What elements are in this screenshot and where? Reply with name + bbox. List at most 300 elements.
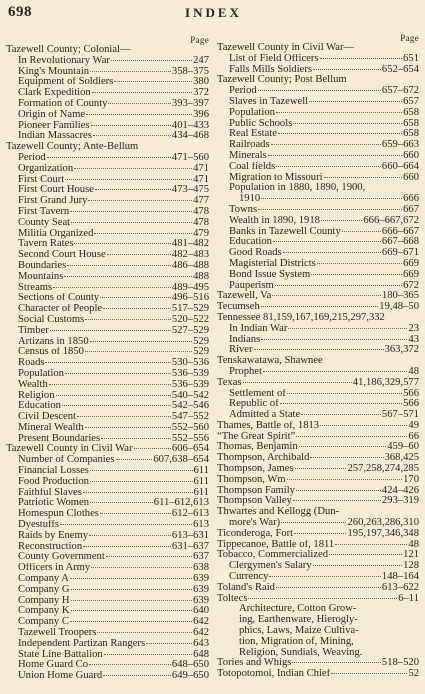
- entry-pages: 481–482: [171, 239, 209, 250]
- page-header: [8, 4, 419, 24]
- dot-leader: [114, 81, 192, 82]
- index-entry: [217, 389, 419, 400]
- entry-pages: 612–613: [171, 509, 209, 520]
- entry-pages: 396: [193, 109, 209, 120]
- entry-pages: 669: [403, 258, 419, 269]
- dot-leader: [101, 438, 171, 439]
- dot-leader: [269, 576, 381, 577]
- dot-leader: [92, 92, 192, 93]
- entry-pages: 478: [193, 217, 209, 228]
- entry-pages: 372: [193, 88, 209, 99]
- entry-pages: 479: [193, 228, 209, 239]
- entry-term: County Seat: [18, 217, 71, 228]
- index-entry: [217, 464, 419, 475]
- entry-term: Tazewell, Va: [217, 291, 272, 302]
- dot-leader: [292, 662, 381, 663]
- entry-pages: 652–654: [381, 64, 419, 75]
- entry-pages: 368,425: [384, 453, 419, 464]
- dot-leader: [248, 598, 397, 599]
- index-entry: [6, 272, 209, 283]
- entry-term: Militia Organized: [18, 228, 94, 239]
- dot-leader: [90, 71, 171, 72]
- index-entry: [6, 88, 209, 99]
- index-entry: [217, 194, 419, 205]
- index-entry: [217, 291, 419, 302]
- entry-pages: 669–671: [381, 248, 419, 259]
- entry-pages: 128: [403, 561, 419, 572]
- dot-leader: [243, 382, 352, 383]
- entry-pages: 358–375: [171, 66, 209, 77]
- index-entry: [217, 518, 419, 529]
- dot-leader: [83, 546, 171, 547]
- entry-term: Thompson Valley: [217, 496, 292, 507]
- entry-term: Thomas, Benjamin: [217, 442, 298, 453]
- entry-term: Population: [18, 368, 64, 379]
- dot-leader: [272, 295, 381, 296]
- dot-leader: [47, 157, 171, 158]
- entry-pages: 471: [193, 163, 209, 174]
- entry-pages: 567–571: [381, 410, 419, 421]
- dot-leader: [320, 58, 403, 59]
- index-entry: [217, 237, 419, 248]
- entry-term: Education: [229, 237, 272, 248]
- entry-term: Dyestuffs: [18, 520, 59, 531]
- dot-leader: [278, 133, 402, 134]
- dot-leader: [45, 362, 170, 363]
- index-entry: [217, 367, 419, 378]
- dot-leader: [60, 524, 192, 525]
- entry-pages: 611: [193, 466, 209, 477]
- index-entry: [6, 509, 209, 520]
- dot-leader: [85, 319, 171, 320]
- index-entry: [217, 453, 419, 464]
- entry-term: Reconstruction: [18, 541, 83, 552]
- entry-term: Coal fields: [229, 161, 276, 172]
- index-entry: [6, 639, 209, 650]
- dot-leader: [287, 479, 402, 480]
- entry-term: Republic of: [229, 399, 279, 410]
- entry-term: Education: [18, 401, 61, 412]
- entry-pages: 41,186,329,577: [352, 377, 419, 388]
- entry-term: Public Schools: [229, 118, 293, 129]
- dot-leader: [85, 351, 192, 352]
- index-entry: [217, 432, 419, 443]
- entry-term: Thames, Battle of, 1813: [217, 420, 320, 431]
- entry-term: 1910: [239, 194, 261, 205]
- dot-leader: [317, 263, 402, 264]
- entry-term: Wealth in 1890, 1918: [229, 215, 320, 226]
- index-entry: [217, 378, 419, 389]
- entry-pages: 380: [193, 77, 209, 88]
- entry-pages: 540–542: [171, 390, 209, 401]
- index-entry: [217, 550, 419, 561]
- dot-leader: [71, 589, 193, 590]
- dot-leader: [103, 308, 171, 309]
- entry-pages: 170: [403, 474, 419, 485]
- entry-term: Totopotomoi, Indian Chief: [217, 669, 331, 680]
- dot-leader: [93, 135, 171, 136]
- entry-term: Formation of County: [18, 98, 108, 109]
- dot-leader: [309, 101, 402, 102]
- entry-pages: 473–475: [171, 185, 209, 196]
- index-entry: [217, 658, 419, 669]
- index-entry: [6, 531, 209, 542]
- index-entry: Population in 1880, 1890, 1900,: [229, 182, 366, 194]
- entry-term: Number of Companies: [18, 455, 115, 466]
- index-entry: [6, 99, 209, 110]
- dot-leader: [293, 500, 381, 501]
- index-entry: [6, 380, 209, 391]
- entry-term: Wealth: [18, 379, 48, 390]
- entry-term: Second Court House: [18, 250, 106, 261]
- index-entry: [217, 442, 419, 453]
- entry-term: Social Customs: [18, 314, 85, 325]
- entry-term: Home Guard Co: [18, 660, 89, 671]
- entry-term: Bond Issue System: [229, 269, 311, 280]
- entry-term: Company H: [18, 595, 70, 606]
- index-entry: [217, 486, 419, 497]
- dot-leader: [301, 414, 381, 415]
- entry-term: Period: [18, 152, 46, 163]
- entry-pages: 613–622: [381, 582, 419, 593]
- dot-leader: [324, 177, 403, 178]
- entry-pages: 666–667,672: [363, 215, 419, 226]
- entry-term: Boundaries: [18, 260, 67, 271]
- entry-pages: 260,263,286,310: [347, 518, 419, 529]
- entry-term: Officers in Army: [18, 563, 91, 574]
- entry-pages: 672: [403, 280, 419, 291]
- entry-pages: 180–365: [381, 291, 419, 302]
- dot-leader: [70, 578, 192, 579]
- entry-pages: 667: [403, 204, 419, 215]
- entry-term: Sections of County: [18, 293, 100, 304]
- index-entry: [6, 444, 209, 455]
- entry-pages: 48: [408, 539, 419, 550]
- entry-term: River: [229, 345, 253, 356]
- index-column-right: [217, 35, 419, 680]
- index-entry: [217, 108, 419, 119]
- entry-pages: 486–488: [171, 260, 209, 271]
- entry-pages: 363,372: [384, 345, 419, 356]
- dot-leader: [146, 643, 192, 644]
- index-entry: [217, 561, 419, 572]
- entry-term: Religion: [18, 390, 55, 401]
- dot-leader: [335, 544, 407, 545]
- entry-pages: 195,197,346,348: [347, 528, 419, 539]
- entry-term: Company A: [18, 574, 69, 585]
- index-entry: [217, 335, 419, 346]
- entry-term: Company G: [18, 584, 70, 595]
- index-entry: [6, 185, 209, 196]
- index-entry: [6, 110, 209, 121]
- entry-term: In Revolutionary War: [18, 55, 110, 66]
- dot-leader: [90, 470, 193, 471]
- dot-leader: [331, 673, 407, 674]
- dot-leader: [62, 405, 171, 406]
- entry-term: Union Home Guard: [18, 671, 103, 682]
- entry-pages: 488: [193, 271, 209, 282]
- index-entry: [6, 671, 209, 682]
- entry-term: Thompson, Archibald: [217, 453, 310, 464]
- entry-term: Population: [229, 107, 275, 118]
- index-entry: Tazewell County; Colonial—: [6, 44, 131, 55]
- index-entry: tion, Migration of, Mining,: [239, 635, 354, 647]
- entry-term: Tories and Whigs: [217, 658, 292, 669]
- index-entry: [6, 520, 209, 531]
- entry-pages: 518–520: [381, 658, 419, 669]
- entry-pages: 566: [403, 399, 419, 410]
- page-title: INDEX: [185, 5, 242, 20]
- dot-leader: [280, 403, 402, 404]
- entry-term: List of Field Officers: [229, 53, 319, 64]
- entry-pages: 247: [193, 55, 209, 66]
- dot-leader: [342, 231, 381, 232]
- index-entry: Tenskawatawa, Shawnee: [217, 355, 323, 367]
- index-entry: [6, 401, 209, 412]
- entry-term: Raids by Enemy: [18, 530, 89, 541]
- entry-pages: 666: [403, 194, 419, 205]
- entry-term: Texas: [217, 377, 242, 388]
- dot-leader: [329, 554, 402, 555]
- entry-term: Origin of Name: [18, 109, 86, 120]
- index-entry: [6, 423, 209, 434]
- index-entry: [6, 596, 209, 607]
- entry-term: Pauperism: [229, 280, 274, 291]
- entry-pages: 530–536: [171, 358, 209, 369]
- index-entry: [6, 660, 209, 671]
- index-entry: [217, 151, 419, 162]
- dot-leader: [313, 565, 402, 566]
- entry-pages: 496–516: [171, 293, 209, 304]
- index-entry: [6, 218, 209, 229]
- column-heading: Page: [190, 35, 209, 45]
- index-entry: [6, 617, 209, 628]
- index-entry: [217, 421, 419, 432]
- entry-term: Civil Descent: [18, 412, 76, 423]
- index-entry: Tazewell County; Ante-Bellum: [6, 141, 139, 153]
- dot-leader: [261, 198, 402, 199]
- entry-pages: 471: [193, 174, 209, 185]
- entry-pages: 639: [193, 584, 209, 595]
- index-entry: [6, 563, 209, 574]
- entry-term: Artizans in 1850: [18, 336, 89, 347]
- dot-leader: [268, 155, 402, 156]
- dot-leader: [261, 339, 407, 340]
- index-entry: phics, Laws, Maize Cultiva-: [239, 625, 359, 637]
- entry-term: Ticonderoga, Fort: [217, 528, 294, 539]
- entry-pages: 642: [193, 617, 209, 628]
- entry-pages: 631–637: [171, 541, 209, 552]
- entry-term: State Line Battalion: [18, 649, 103, 660]
- entry-term: Real Estate: [229, 129, 277, 140]
- dot-leader: [74, 168, 192, 169]
- index-entry: [217, 281, 419, 292]
- entry-pages: 611: [193, 487, 209, 498]
- dot-leader: [310, 457, 383, 458]
- entry-pages: 642: [193, 628, 209, 639]
- entry-pages: 648: [193, 649, 209, 660]
- dot-leader: [258, 209, 402, 210]
- index-entry: [6, 77, 209, 88]
- dot-leader: [71, 610, 193, 611]
- entry-pages: 43: [408, 334, 419, 345]
- index-entry: [6, 466, 209, 477]
- entry-term: Organization: [18, 163, 74, 174]
- dot-leader: [67, 265, 171, 266]
- dot-leader: [89, 664, 171, 665]
- entry-pages: 657: [403, 96, 419, 107]
- entry-term: Clergymen's Salary: [229, 561, 312, 572]
- entry-pages: 148–164: [381, 572, 419, 583]
- dot-leader: [90, 502, 153, 503]
- index-entry: [6, 434, 209, 445]
- dot-leader: [71, 222, 192, 223]
- index-entry: [6, 574, 209, 585]
- entry-pages: 482–483: [171, 250, 209, 261]
- entry-term: Clark Expedition: [18, 88, 91, 99]
- dot-leader: [254, 349, 384, 350]
- dot-leader: [83, 492, 193, 493]
- dot-leader: [49, 384, 171, 385]
- index-entry: [6, 552, 209, 563]
- dot-leader: [276, 166, 381, 167]
- dot-leader: [53, 287, 171, 288]
- dot-leader: [276, 587, 381, 588]
- entry-term: Indians: [229, 334, 261, 345]
- entry-pages: 478: [193, 206, 209, 217]
- dot-leader: [281, 522, 346, 523]
- entry-term: Thompson, Wm: [217, 474, 286, 485]
- entry-pages: 566: [403, 388, 419, 399]
- entry-pages: 424–426: [381, 485, 419, 496]
- dot-leader: [100, 297, 171, 298]
- entry-pages: 606–654: [171, 444, 209, 455]
- index-entry: [6, 304, 209, 315]
- index-entry: Tennessee 81,159,167,169,215,297,332: [217, 311, 385, 323]
- entry-pages: 611–612,613: [153, 498, 209, 509]
- entry-term: Good Roads: [229, 248, 282, 259]
- dot-leader: [97, 632, 192, 633]
- entry-term: Banks in Tazewell County: [229, 226, 341, 237]
- index-entry: [217, 669, 419, 680]
- dot-leader: [108, 103, 170, 104]
- entry-term: First Court House: [18, 185, 94, 196]
- index-column-left: [6, 35, 209, 682]
- entry-term: Census of 1850: [18, 347, 84, 358]
- index-entry: [6, 326, 209, 337]
- entry-pages: 401–433: [171, 120, 209, 131]
- entry-term: “The Great Spirit”: [217, 431, 296, 442]
- entry-pages: 542–546: [171, 401, 209, 412]
- dot-leader: [71, 600, 193, 601]
- entry-term: Present Boundaries: [18, 433, 101, 444]
- dot-leader: [107, 254, 171, 255]
- index-entry: [6, 121, 209, 132]
- dot-leader: [90, 341, 192, 342]
- entry-pages: 666–667: [381, 226, 419, 237]
- dot-leader: [261, 306, 378, 307]
- dot-leader: [91, 125, 171, 126]
- entry-list: [6, 45, 209, 682]
- entry-term: Toltecs: [217, 593, 248, 604]
- dot-leader: [116, 459, 153, 460]
- entry-pages: 660: [403, 150, 419, 161]
- index-entry: [6, 229, 209, 240]
- entry-term: Financial Losses: [18, 466, 89, 477]
- entry-pages: 517–529: [171, 304, 209, 315]
- index-entry: [6, 293, 209, 304]
- index-entry: [6, 488, 209, 499]
- entry-pages: 648–650: [171, 660, 209, 671]
- dot-leader: [89, 535, 171, 536]
- entry-pages: 529: [193, 347, 209, 358]
- dot-leader: [311, 274, 402, 275]
- index-entry: [6, 164, 209, 175]
- entry-pages: 48: [408, 366, 419, 377]
- dot-leader: [77, 416, 171, 417]
- entry-pages: 651: [403, 53, 419, 64]
- entry-pages: 640: [193, 606, 209, 617]
- index-entry: [6, 498, 209, 509]
- dot-leader: [273, 241, 381, 242]
- dot-leader: [294, 533, 346, 534]
- dot-leader: [296, 436, 407, 437]
- dot-leader: [103, 675, 171, 676]
- index-entry: [6, 196, 209, 207]
- entry-term: Tazewell County in Civil War: [6, 444, 133, 455]
- index-entry: [217, 140, 419, 151]
- dot-leader: [320, 425, 407, 426]
- dot-leader: [104, 654, 192, 655]
- entry-pages: 657–672: [381, 86, 419, 97]
- entry-term: Falls Mills Soldiers: [229, 64, 312, 75]
- entry-term: Tippecanoe, Battle of, 1811: [217, 539, 335, 550]
- dot-leader: [88, 200, 192, 201]
- entry-pages: 669: [403, 269, 419, 280]
- dot-leader: [95, 189, 171, 190]
- entry-pages: 552–556: [171, 433, 209, 444]
- index-entry: [217, 119, 419, 130]
- index-entry: [217, 259, 419, 270]
- column-heading: Page: [400, 33, 419, 43]
- index-entry: [6, 391, 209, 402]
- entry-list: [217, 43, 419, 680]
- dot-leader: [271, 144, 381, 145]
- entry-term: Timber: [18, 325, 49, 336]
- index-entry: [6, 628, 209, 639]
- dot-leader: [111, 60, 192, 61]
- entry-pages: 667–668: [381, 237, 419, 248]
- entry-term: Pioneer Families: [18, 120, 90, 131]
- index-entry: [6, 337, 209, 348]
- index-entry: [6, 56, 209, 67]
- entry-term: Company C: [18, 617, 69, 628]
- entry-pages: 477: [193, 196, 209, 207]
- index-entry: [6, 315, 209, 326]
- entry-pages: 121: [403, 550, 419, 561]
- entry-pages: 536–539: [171, 379, 209, 390]
- index-entry: [217, 410, 419, 421]
- entry-term: Currency: [229, 572, 269, 583]
- index-entry: [217, 399, 419, 410]
- entry-pages: 613: [193, 520, 209, 531]
- dot-leader: [313, 69, 381, 70]
- entry-term: Homespun Clothes: [18, 509, 99, 520]
- entry-term: Character of People: [18, 304, 103, 315]
- entry-term: In Indian War: [229, 323, 288, 334]
- entry-term: Period: [229, 86, 257, 97]
- index-entry: Tazewell County in Civil War—: [217, 42, 355, 53]
